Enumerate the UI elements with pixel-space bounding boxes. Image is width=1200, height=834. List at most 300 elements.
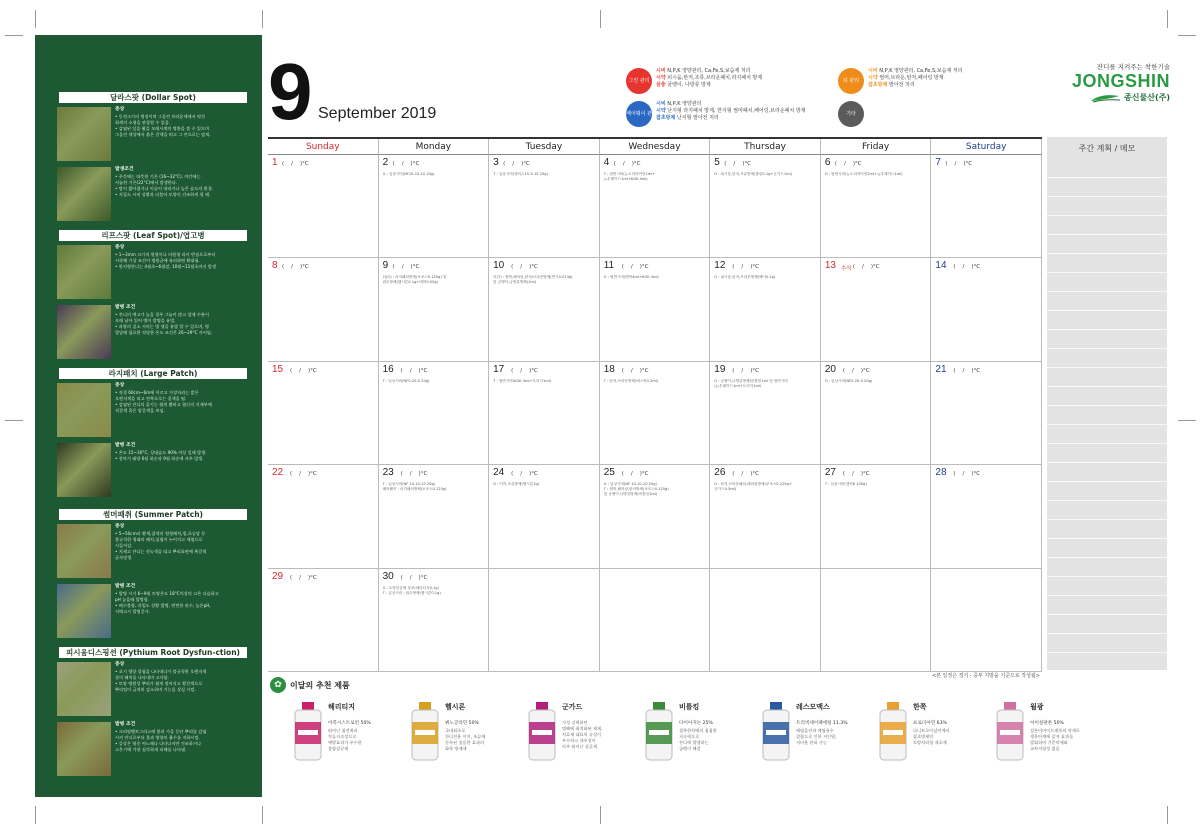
calendar-day[interactable]: [379, 465, 490, 568]
note-line: 티(G) : 라지패치방제(포조스0.125g) 및: [382, 275, 447, 280]
temperature-field[interactable]: ( / )°C: [732, 264, 759, 271]
product-image: [292, 700, 324, 762]
legend-line: [656, 101, 806, 108]
disease-section: [55, 368, 255, 499]
disease-line: • 온도 15~30°C, 상대습도 90% 이상 일때 발생.: [115, 450, 207, 455]
temperature-field[interactable]: ( / )°C: [724, 161, 751, 167]
day-notes: [383, 379, 485, 384]
day-notes: [604, 172, 706, 182]
disease-row: [55, 722, 255, 778]
temperature-field[interactable]: ( / )°C: [621, 264, 649, 271]
legend-tag: 시비: [656, 101, 666, 107]
temperature-field[interactable]: ( / )°C: [282, 264, 309, 271]
disease-panel: [35, 35, 262, 797]
product-card[interactable]: [760, 698, 870, 768]
legend-badge: 그린 관리: [626, 68, 652, 94]
disease-line: • 지질소 시비 상황과 더불어 토양이 건조하게 될 때.: [115, 192, 211, 197]
memo-line[interactable]: [1047, 196, 1167, 197]
memo-title: 주간 계획 / 메모: [1078, 144, 1136, 153]
crop-mark: [262, 806, 263, 824]
product-desc-line: 생육단계에 갖져 효과를: [1030, 734, 1074, 739]
day-number: 19: [714, 363, 726, 375]
product-card[interactable]: [292, 698, 402, 768]
legend-tag: 잡초방제: [868, 82, 888, 88]
memo-line[interactable]: [1047, 177, 1167, 178]
note-line: T : 엽면시비(뉴트리아이언1ml+: [603, 172, 656, 176]
product-description: [913, 728, 983, 746]
disease-row: [55, 383, 255, 439]
day-notes: [383, 275, 485, 285]
memo-line[interactable]: [1047, 234, 1167, 235]
disease-title: 피시움디스핑션 (Pythium Root Dysfun-ction): [59, 647, 247, 658]
calendar-day[interactable]: [489, 465, 600, 568]
disease-line: • 증상은 영중 어느때나 나타나지만 건조하거나: [115, 741, 201, 746]
temperature-field[interactable]: ( / )°C: [400, 367, 428, 374]
disease-subheading: 증상: [115, 524, 125, 529]
memo-line[interactable]: [1047, 215, 1167, 216]
day-header: Monday: [379, 139, 490, 155]
day-header: Saturday: [931, 139, 1042, 155]
temperature-field[interactable]: ( / )°C: [852, 264, 880, 271]
legend-text: 발아전 처리: [887, 82, 915, 88]
day-number: 18: [603, 363, 615, 375]
product-name: 월광: [1030, 703, 1044, 711]
legend-text: 난지형 라지패치 방제, 한지형 썸머패치,페어링,브라운패치 방제: [665, 108, 806, 114]
day-notes: [825, 482, 927, 487]
memo-line[interactable]: [1047, 576, 1167, 577]
temperature-field[interactable]: ( / )°C: [732, 367, 759, 374]
legend-badge: 페어웨이 관: [626, 101, 652, 127]
note-line: 및 굼벵이,나방류방제(비틀킹1ml): [603, 492, 658, 497]
calendar-day[interactable]: [268, 569, 379, 672]
disease-line: • 밤이 짧아졌거나 이슬이 내리거나 높은 습도의 환경.: [115, 186, 214, 191]
note-line: 뉴우레이드1ml+KGK 4ml): [603, 177, 648, 181]
day-notes: [604, 482, 706, 497]
product-name: 헬시론: [445, 703, 466, 711]
disease-line: 저예고시 발병증가.: [115, 609, 151, 614]
day-notes: [714, 379, 816, 389]
calendar-day[interactable]: [379, 362, 490, 465]
disease-row: [55, 107, 255, 163]
calendar-day[interactable]: [600, 465, 711, 568]
note-line: T : 입상시비(엘씨8 100g): [824, 482, 867, 487]
crop-mark: [600, 10, 601, 28]
temperature-field[interactable]: ( / )°C: [953, 471, 981, 478]
product-image: [760, 700, 792, 762]
calendar-day[interactable]: [931, 155, 1042, 258]
disease-text: [115, 245, 255, 270]
temperature-field[interactable]: ( / )°C: [621, 367, 649, 374]
memo-line[interactable]: [1047, 348, 1167, 349]
temperature-field[interactable]: ( / )°C: [621, 471, 649, 478]
product-desc-line: 결합으로 인한 저인원,: [796, 734, 837, 739]
day-number: 12: [714, 260, 726, 272]
note-line: T : 탄저,브라운방제(애스윈0.2ml): [603, 378, 659, 383]
calendar-day[interactable]: [268, 465, 379, 568]
calendar-grid: [268, 137, 1042, 672]
product-card[interactable]: [409, 698, 519, 768]
product-card[interactable]: [526, 698, 636, 768]
product-desc-line: 잡초방제연: [913, 734, 934, 739]
legend-text: 난지형 발아전 처리: [675, 115, 719, 121]
memo-line[interactable]: [1047, 462, 1167, 463]
temperature-field[interactable]: ( / )°C: [511, 367, 538, 374]
day-notes: [604, 275, 706, 280]
calendar-day[interactable]: [489, 569, 600, 672]
note-line: G : 입상시비(NF 10-10-10 20g): [603, 482, 657, 487]
temperature-field[interactable]: ( / )°C: [290, 574, 317, 581]
temperature-field[interactable]: ( / )°C: [842, 367, 870, 374]
product-desc-line: 발휘하며 기준약제와: [1030, 740, 1068, 745]
memo-line[interactable]: [1047, 633, 1167, 634]
day-notes: [493, 482, 595, 487]
note-line: 티(T) : 썸머,페어링,탄저/브라운방제(썬시0.013g): [493, 275, 573, 280]
disease-row: [55, 662, 255, 718]
day-number: 9: [382, 260, 389, 272]
product-desc-line: 화학 방제제: [445, 746, 467, 751]
calendar-day[interactable]: [268, 155, 379, 258]
product-name: 레스모맥스: [796, 703, 830, 711]
note-line: 및 굼벵이,나방류방제(1ml): [493, 280, 537, 285]
product-desc-line: 병해에 최적화된 제제,: [562, 726, 603, 731]
crop-mark: [5, 420, 23, 421]
legend-lines: [656, 68, 762, 89]
holiday-label: 추석: [840, 266, 852, 273]
day-header: Sunday: [268, 139, 379, 155]
day-notes: [825, 379, 927, 384]
disease-line: • 동전크기의 병징이며 그을린 브라운색에서 약간: [115, 114, 206, 119]
temperature-field[interactable]: ( / )°C: [613, 161, 641, 167]
calendar-day[interactable]: [821, 465, 932, 568]
schedule-note: <본 일정은 경기 · 중부 지방을 기준으로 작성됨>: [931, 673, 1040, 679]
disease-title: 라지패치 (Large Patch): [59, 368, 247, 379]
product-card[interactable]: [877, 698, 987, 768]
legend-line: [656, 115, 806, 122]
disease-photo: [57, 107, 111, 161]
temperature-field[interactable]: ( / )°C: [290, 367, 317, 374]
calendar-day[interactable]: [821, 569, 932, 672]
product-desc-line: 토양처리형 제초제: [913, 740, 947, 745]
day-number: 26: [714, 467, 726, 479]
note-line: T : 썸머,페어링,탄저방제(포조스0.125g): [603, 487, 669, 492]
memo-line[interactable]: [1047, 595, 1167, 596]
legend-text: 피시움,탄저,조류,브라운패치,라지패치 방제: [665, 75, 763, 81]
product-desc-line: 가성 강력하던: [562, 720, 588, 725]
memo-line[interactable]: [1047, 424, 1167, 425]
calendar-day[interactable]: [600, 569, 711, 672]
temperature-field[interactable]: ( / )°C: [282, 161, 309, 167]
disease-line: • 직경 60cm~6m에 이르고 가장자리는 밝은: [115, 390, 199, 395]
memo-line[interactable]: [1047, 291, 1167, 292]
calendar-day[interactable]: [268, 362, 379, 465]
calendar-day[interactable]: [710, 569, 821, 672]
day-header: Thursday: [710, 139, 821, 155]
disease-line: • 주간에는 따뜻한 기온 (16~32°C), 야간에는: [115, 174, 201, 179]
calendar-day[interactable]: [931, 258, 1042, 361]
disease-subheading: 발생조건: [115, 167, 134, 172]
temperature-field[interactable]: ( / )°C: [953, 367, 981, 374]
disease-photo: [57, 722, 111, 776]
crop-mark: [5, 35, 23, 36]
note-line: G : 입상시비(NF10-10-10 20g): [382, 172, 435, 176]
memo-line[interactable]: [1047, 481, 1167, 482]
product-desc-line: 굼벵이 해결: [679, 746, 701, 751]
disease-subheading: 증상: [115, 107, 125, 112]
legend-text: N,P,K 영양관리: [665, 101, 702, 107]
legend-line: [868, 75, 962, 82]
day-notes: [383, 172, 485, 177]
calendar-day[interactable]: [489, 362, 600, 465]
disease-row: [55, 524, 255, 580]
legend-lines: [868, 68, 962, 89]
day-number: 28: [935, 467, 947, 479]
product-card[interactable]: [643, 698, 753, 768]
memo-line[interactable]: [1047, 614, 1167, 615]
disease-line: 시작해 기상 조건이 병원균에 유리하면 확대됨.: [115, 258, 200, 263]
calendar-day[interactable]: [931, 465, 1042, 568]
disease-subheading: 발병 조건: [115, 584, 136, 589]
crop-mark: [1178, 35, 1196, 36]
day-notes: [383, 482, 485, 492]
day-notes: [825, 172, 927, 177]
calendar-day[interactable]: [379, 155, 490, 258]
calendar-day[interactable]: [821, 258, 932, 361]
disease-subheading: 발병 조건: [115, 305, 136, 310]
temperature-field[interactable]: ( / )°C: [834, 161, 862, 167]
temperature-field[interactable]: ( / )°C: [392, 264, 420, 271]
crop-mark: [35, 10, 36, 28]
disease-row: [55, 245, 255, 301]
day-notes: [383, 586, 485, 596]
disease-line: 오렌지색을 띠고 안쪽으로는 질색을 띰.: [115, 396, 187, 401]
product-desc-line: 설폰아마이드계통의 약제로: [1030, 728, 1080, 733]
product-ingredient: 프로디아민 63%: [913, 721, 947, 726]
day-header: Tuesday: [489, 139, 600, 155]
product-desc-line: 에틸을잔과 에틸용수: [796, 728, 834, 733]
day-number: 11: [603, 260, 615, 272]
disease-line: • 잔디의 예고가 높을 경우 그늘이 많고 잎에 수분이: [115, 312, 210, 317]
calendar-day[interactable]: [489, 258, 600, 361]
temperature-field[interactable]: ( / )°C: [400, 471, 428, 478]
note-line: G : 피시움,탄저,조류방제(톨린0.1g+군가드1ml): [714, 172, 793, 176]
day-header: Friday: [821, 139, 932, 155]
product-desc-line: 지속력으로: [679, 734, 700, 739]
day-number: 30: [382, 570, 394, 582]
disease-line: pH 높을때 발병함.: [115, 597, 150, 602]
disease-subheading: 발병 조건: [115, 722, 136, 727]
disease-line: 적갈색 혹은 암갈색을 보임.: [115, 408, 165, 413]
disease-subheading: 증상: [115, 662, 125, 667]
product-desc-line: 종합살균제: [328, 746, 349, 751]
disease-line: 뿌리털이 급격히 감소하며 기능을 상실 시킴.: [115, 687, 196, 692]
memo-line[interactable]: [1047, 500, 1167, 501]
disease-line: 서늘한 기온(22°C)에서 발생한다.: [115, 180, 178, 185]
calendar-day[interactable]: [710, 465, 821, 568]
temperature-field[interactable]: ( / )°C: [511, 264, 538, 271]
product-image: [994, 700, 1026, 762]
product-description: [445, 728, 515, 752]
memo-line[interactable]: [1047, 272, 1167, 273]
leaf-logo-icon: [1091, 93, 1121, 103]
note-line: G : 엽면시비(엔씨4ml+KGK 4ml): [603, 275, 659, 280]
day-number: 27: [824, 467, 836, 479]
day-number: 29: [272, 570, 284, 582]
disease-photo: [57, 245, 111, 299]
note-line: (뉴우레이드1ml+트리거1ml): [714, 383, 762, 388]
disease-title: 리프스팟 (Leaf Spot)/엽고병: [59, 230, 247, 241]
product-desc-line: 잔디에 발생하는: [679, 740, 709, 745]
product-card[interactable]: [994, 698, 1104, 768]
product-description: [679, 728, 749, 752]
day-number: 21: [935, 363, 947, 375]
memo-line[interactable]: [1047, 405, 1167, 406]
disease-text: [115, 524, 255, 561]
day-notes: [604, 379, 706, 384]
disease-text: [115, 722, 255, 753]
product-name: 헤리티지: [328, 703, 356, 711]
memo-column: [1047, 137, 1167, 670]
calendar-day[interactable]: [600, 258, 711, 361]
disease-line: • 지제고 잔디는 진녹색을 띠고 뿌리표면에 흑갈색: [115, 549, 207, 554]
disease-line: • 크리핑벤트그라스에 봄과 가을 동안 뿌리를 감염: [115, 729, 207, 734]
calendar-day[interactable]: [821, 155, 932, 258]
disease-section: [55, 647, 255, 778]
disease-line: 상의 패치를 나타내며 고사함.: [115, 675, 169, 680]
day-notes: [714, 482, 816, 492]
day-number: 4: [603, 157, 610, 168]
legend-line: [656, 68, 762, 75]
temperature-field[interactable]: ( / )°C: [732, 471, 759, 478]
memo-line[interactable]: [1047, 443, 1167, 444]
product-image: [526, 700, 558, 762]
product-ingredient: 아이설판론 50%: [1030, 721, 1064, 726]
day-notes: [493, 275, 595, 285]
temperature-field[interactable]: ( / )°C: [842, 471, 870, 478]
day-number: 10: [493, 260, 505, 272]
day-notes: [493, 172, 595, 177]
day-number: 14: [935, 260, 947, 272]
calendar-day[interactable]: [600, 362, 711, 465]
brand-logo: JONGSHIN: [1071, 71, 1170, 91]
legend-tag: 시비: [868, 68, 878, 74]
day-notes: [714, 172, 816, 177]
disease-line: 회색의 소형을 관찰할 수 있음.: [115, 120, 171, 125]
note-line: 잡초방제(헵시론0.1g+데비0.02g): [382, 280, 438, 285]
disease-subheading: 증상: [115, 383, 125, 388]
calendar-day[interactable]: [710, 362, 821, 465]
note-line: T : 입상시비(엘리스15-5-15 20g): [493, 172, 548, 176]
product-description: [1030, 728, 1100, 752]
calendar-day[interactable]: [379, 569, 490, 672]
temperature-field[interactable]: ( / )°C: [400, 574, 428, 581]
disease-title: 썸머패취 (Summer Patch): [59, 509, 247, 520]
memo-line[interactable]: [1047, 367, 1167, 368]
disease-photo: [57, 305, 111, 359]
disease-line: 고온기에 가장 심각하게 피해를 나타냄.: [115, 747, 187, 752]
calendar-day[interactable]: [821, 362, 932, 465]
note-line: G : 엽면시비(뉴트리아이언2ml+뉴우레이드1ml): [824, 172, 903, 176]
product-name: 한쪽: [913, 703, 927, 711]
disease-line: • 감염된 잎을 봤을 모래시계의 병환을 볼 수 있으며: [115, 126, 210, 131]
product-desc-line: 잔디전용 이끼, 조류에: [445, 734, 486, 739]
company-name: 종신물산(주): [1040, 92, 1170, 103]
day-header: Wednesday: [600, 139, 711, 155]
calendar-day[interactable]: [710, 155, 821, 258]
calendar-day[interactable]: [268, 258, 379, 361]
product-desc-line: 저비용 관리 가능: [796, 740, 827, 745]
day-number: 20: [824, 363, 836, 375]
product-image: [409, 700, 441, 762]
disease-row: [55, 443, 255, 499]
calendar-day[interactable]: [710, 258, 821, 361]
product-image: [877, 700, 909, 762]
legend-lines: [656, 101, 806, 122]
calendar-day[interactable]: [379, 258, 490, 361]
temperature-field[interactable]: ( / )°C: [290, 471, 317, 478]
legend-text: 굼벵이, 나방류 방제: [665, 82, 711, 88]
day-notes: [493, 379, 595, 384]
memo-line[interactable]: [1047, 253, 1167, 254]
disease-text: [115, 584, 255, 615]
temperature-field[interactable]: ( / )°C: [511, 471, 538, 478]
memo-line[interactable]: [1047, 310, 1167, 311]
note-line: G : 입상시비(NF0-20-0 20g): [824, 378, 873, 383]
disease-line: • 5~50cm의 황색,잡색의 원형패치,링,초승달 등: [115, 531, 206, 536]
day-number: 15: [272, 363, 284, 375]
legend-tag: 시약: [656, 75, 666, 81]
day-number: 23: [382, 467, 394, 479]
disease-line: 발달에 필요한 적당한 온도 조건은 26~29°C 사이임.: [115, 330, 213, 335]
product-desc-line: 아주 뛰어난 살균제: [562, 744, 598, 749]
memo-line[interactable]: [1047, 538, 1167, 539]
product-desc-line: 뛰어난 침전력과: [328, 728, 358, 733]
month-number: 9: [268, 47, 313, 136]
disease-line: 균사망생.: [115, 555, 133, 560]
memo-line[interactable]: [1047, 519, 1167, 520]
crop-mark: [262, 10, 263, 28]
memo-line[interactable]: [1047, 652, 1167, 653]
legend-line: [656, 75, 762, 82]
disease-text: [115, 443, 255, 462]
note-line: T : 입상시비 : 잡초방제(헵시론0.1g): [382, 590, 441, 595]
disease-text: [115, 107, 255, 138]
disease-line: 시들어감.: [115, 543, 133, 548]
memo-line[interactable]: [1047, 329, 1167, 330]
temperature-field[interactable]: ( / )°C: [953, 264, 981, 271]
temperature-field[interactable]: ( / )°C: [503, 161, 530, 167]
temperature-field[interactable]: ( / )°C: [392, 161, 420, 167]
product-desc-line: 등록된 칭음한 효과의: [445, 740, 485, 745]
calendar-day[interactable]: [600, 155, 711, 258]
memo-line[interactable]: [1047, 557, 1167, 558]
calendar-day[interactable]: [489, 155, 600, 258]
day-number: 16: [382, 363, 394, 375]
disease-line: • 과량의 질소 시비는 병 생을 유발 할 수 있으며, 병: [115, 324, 209, 329]
memo-line[interactable]: [1047, 386, 1167, 387]
day-number: 3: [493, 157, 499, 168]
legend-tag: 살충: [656, 82, 666, 88]
disease-line: • 감염된 잔디의 줄기는 쉽게 뽑히고 엽신의 지제부에: [115, 402, 212, 407]
product-image: [643, 700, 675, 762]
temperature-field[interactable]: ( / )°C: [945, 161, 973, 167]
legend-tag: 잡초방제: [656, 115, 676, 121]
calendar-day[interactable]: [931, 362, 1042, 465]
note-line: T : 엽면시비(KGK 4ml+트리거1ml): [493, 378, 552, 383]
calendar-day[interactable]: [931, 569, 1042, 672]
day-number: 25: [603, 467, 615, 479]
product-desc-line: 잔류지속성으로: [328, 734, 357, 739]
disease-text: [115, 167, 255, 198]
